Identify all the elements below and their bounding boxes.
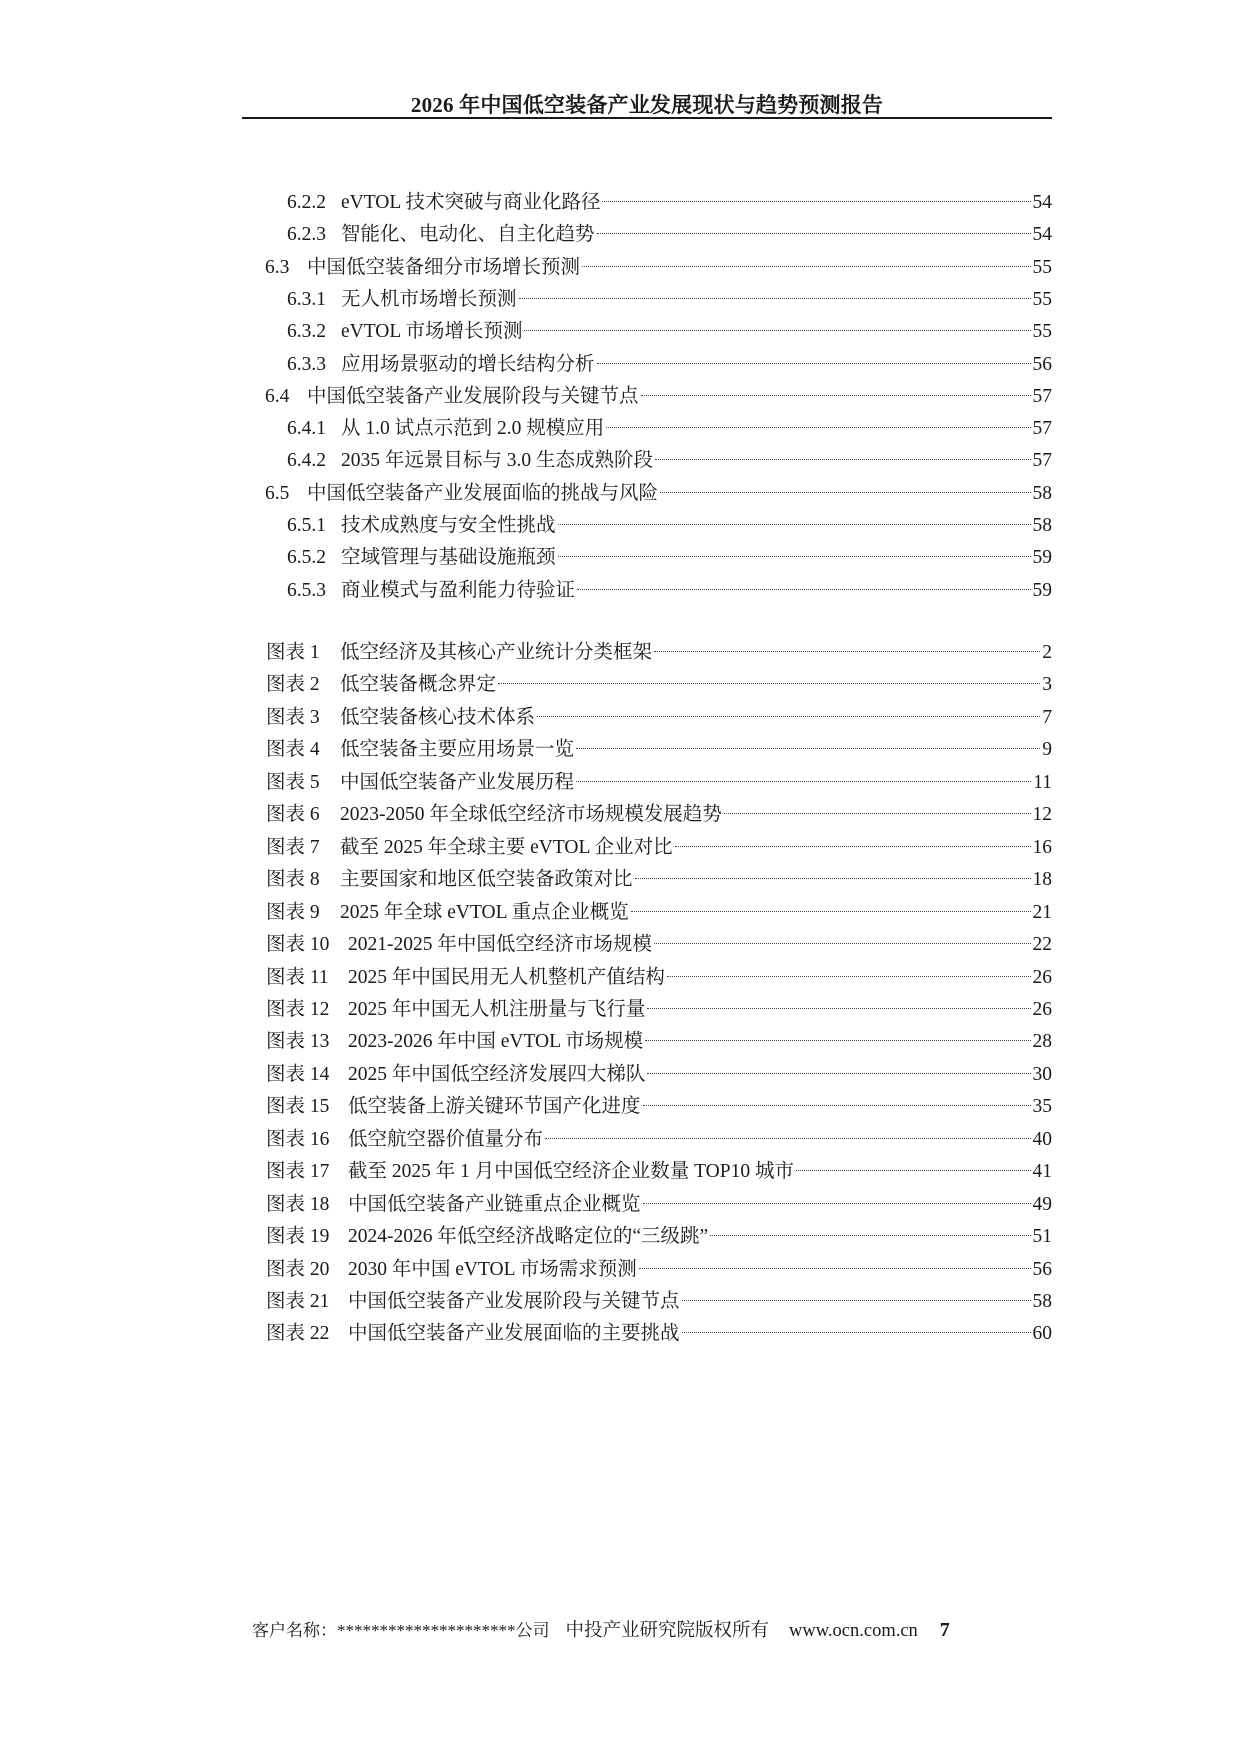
item-page-number: 54 (1032, 224, 1052, 246)
item-number: 图表 9 (266, 901, 320, 923)
footer-website: www.ocn.com.cn (789, 1621, 918, 1641)
dot-leader (606, 426, 1030, 428)
item-page-number: 58 (1032, 482, 1052, 504)
item-number: 6.2.3 (287, 224, 326, 246)
header-divider (242, 117, 1052, 119)
item-page-number: 16 (1032, 836, 1052, 858)
dot-leader (576, 747, 1040, 749)
figure-list-item[interactable] (266, 734, 1052, 766)
dot-leader (647, 1072, 1030, 1074)
dot-leader (558, 555, 1031, 557)
item-page-number: 2 (1042, 642, 1052, 663)
item-title: 中国低空装备产业链重点企业概览 (348, 1193, 641, 1215)
item-title: 低空装备核心技术体系 (340, 706, 536, 728)
dot-leader (655, 458, 1030, 460)
item-number: 图表 14 (266, 1063, 330, 1085)
item-number: 6.3.2 (287, 321, 326, 343)
item-title: 低空装备主要应用场景一览 (340, 739, 575, 761)
item-title: 中国低空装备产业发展阶段与关键节点 (307, 385, 639, 407)
toc-item[interactable] (287, 445, 1052, 477)
item-number: 图表 10 (266, 934, 330, 956)
item-title: 2021-2025 年中国低空经济市场规模 (348, 934, 652, 956)
dot-leader (597, 362, 1031, 364)
toc-item[interactable] (265, 381, 1052, 413)
item-title: 中国低空装备产业发展历程 (340, 771, 575, 793)
item-page-number: 18 (1032, 869, 1052, 891)
item-page-number: 56 (1032, 1258, 1052, 1280)
dot-leader (576, 780, 1031, 782)
item-title: 低空装备概念界定 (340, 674, 497, 696)
figure-list-item[interactable] (266, 669, 1052, 701)
item-page-number: 54 (1032, 192, 1052, 213)
item-number: 图表 20 (266, 1258, 330, 1280)
figure-list-item[interactable] (266, 1221, 1052, 1253)
item-number: 图表 22 (266, 1323, 330, 1345)
item-title: 应用场景驱动的增长结构分析 (341, 353, 595, 375)
dot-leader (654, 942, 1031, 944)
item-page-number: 30 (1032, 1063, 1052, 1085)
item-title: 中国低空装备细分市场增长预测 (307, 256, 581, 278)
item-page-number: 59 (1032, 579, 1052, 601)
figure-list-item[interactable] (266, 1091, 1052, 1123)
item-page-number: 11 (1033, 771, 1052, 793)
footer-copyright: 中投产业研究院版权所有 (565, 1621, 770, 1641)
item-number: 图表 3 (266, 706, 320, 728)
item-title: 低空航空器价值量分布 (348, 1128, 544, 1150)
item-title: 2035 年远景目标与 3.0 生态成熟阶段 (341, 450, 654, 472)
item-title: 2025 年中国低空经济发展四大梯队 (348, 1063, 646, 1085)
item-title: 空域管理与基础设施瓶颈 (341, 547, 556, 569)
dot-leader (558, 523, 1031, 525)
dot-leader (682, 1299, 1031, 1301)
item-number: 6.3.3 (287, 353, 326, 375)
item-page-number: 55 (1032, 256, 1052, 278)
item-number: 图表 6 (266, 804, 320, 826)
item-page-number: 55 (1032, 321, 1052, 343)
dot-leader (682, 1331, 1031, 1333)
dot-leader (635, 877, 1031, 879)
item-page-number: 35 (1032, 1096, 1052, 1118)
dot-leader (796, 1169, 1031, 1171)
toc-item[interactable] (287, 575, 1052, 607)
toc-item[interactable] (287, 413, 1052, 445)
dot-leader (524, 329, 1030, 331)
item-page-number: 58 (1032, 515, 1052, 536)
footer-client: 客户名称：*********************公司 (252, 1621, 550, 1640)
dot-leader (537, 715, 1040, 717)
item-page-number: 51 (1032, 1226, 1052, 1248)
item-page-number: 41 (1032, 1161, 1052, 1183)
item-number: 图表 1 (266, 642, 320, 663)
item-page-number: 9 (1042, 739, 1052, 761)
item-page-number: 7 (1042, 706, 1052, 728)
figure-list-item[interactable] (266, 1059, 1052, 1091)
item-number: 6.3 (265, 256, 290, 278)
item-page-number: 21 (1032, 901, 1052, 923)
item-page-number: 12 (1032, 804, 1052, 826)
dot-leader (602, 200, 1030, 202)
item-title: 智能化、电动化、自主化趋势 (341, 224, 595, 246)
item-page-number: 55 (1032, 288, 1052, 310)
item-number: 图表 11 (266, 966, 329, 988)
dot-leader (641, 394, 1031, 396)
item-title: 低空经济及其核心产业统计分类框架 (340, 642, 653, 663)
report-title: 2026 年中国低空装备产业发展现状与趋势预测报告 (410, 93, 884, 117)
item-number: 6.2.2 (287, 192, 326, 213)
dot-leader (577, 588, 1030, 590)
dot-leader (639, 1267, 1031, 1269)
toc-item[interactable] (265, 478, 1052, 510)
figure-list-item[interactable] (266, 767, 1052, 799)
item-title: 技术成熟度与安全性挑战 (341, 515, 556, 536)
toc-item[interactable] (287, 510, 1052, 542)
toc-item[interactable] (265, 252, 1052, 284)
item-number: 6.3.1 (287, 288, 326, 310)
item-page-number: 49 (1032, 1193, 1052, 1215)
item-number: 图表 18 (266, 1193, 330, 1215)
item-number: 图表 12 (266, 998, 330, 1020)
item-number: 6.5.2 (287, 547, 326, 569)
item-title: 截至 2025 年 1 月中国低空经济企业数量 TOP10 城市 (348, 1161, 794, 1183)
item-number: 6.5.1 (287, 515, 326, 536)
toc-item[interactable] (287, 187, 1052, 219)
item-page-number: 28 (1032, 1031, 1052, 1053)
dot-leader (675, 845, 1031, 847)
item-title: 低空装备上游关键环节国产化进度 (348, 1096, 641, 1118)
item-page-number: 58 (1032, 1291, 1052, 1312)
dot-leader (660, 491, 1030, 493)
item-number: 图表 5 (266, 771, 320, 793)
dot-leader (597, 232, 1031, 234)
dot-leader (582, 265, 1030, 267)
item-page-number: 60 (1032, 1323, 1052, 1345)
item-title: 中国低空装备产业发展阶段与关键节点 (348, 1291, 680, 1312)
item-title: 商业模式与盈利能力待验证 (341, 579, 576, 601)
item-number: 6.4.2 (287, 450, 326, 472)
item-number: 图表 7 (266, 836, 320, 858)
item-number: 图表 15 (266, 1096, 330, 1118)
figure-list-item[interactable] (266, 799, 1052, 831)
item-page-number: 59 (1032, 547, 1052, 569)
figure-list-item[interactable] (266, 897, 1052, 929)
item-title: 无人机市场增长预测 (341, 288, 517, 310)
item-title: 从 1.0 试点示范到 2.0 规模应用 (341, 418, 605, 440)
item-number: 图表 8 (266, 869, 320, 891)
toc-item[interactable] (287, 349, 1052, 381)
item-number: 图表 2 (266, 674, 320, 696)
item-title: 2025 年中国民用无人机整机产值结构 (348, 966, 665, 988)
item-number: 6.5.3 (287, 579, 326, 601)
figure-list-item[interactable] (266, 1318, 1052, 1350)
item-number: 图表 16 (266, 1128, 330, 1150)
item-title: 2025 年中国无人机注册量与飞行量 (348, 998, 646, 1020)
figure-list-item[interactable] (266, 1254, 1052, 1286)
figure-list-item[interactable] (266, 832, 1052, 864)
item-title: eVTOL 市场增长预测 (341, 321, 523, 343)
item-title: 主要国家和地区低空装备政策对比 (340, 869, 633, 891)
figure-list-item[interactable] (266, 1026, 1052, 1058)
dot-leader (710, 1234, 1030, 1236)
dot-leader (519, 297, 1031, 299)
item-number: 图表 4 (266, 739, 320, 761)
dot-leader (724, 812, 1031, 814)
dot-leader (645, 1039, 1030, 1041)
item-number: 图表 13 (266, 1031, 330, 1053)
dot-leader (667, 975, 1031, 977)
item-page-number: 57 (1032, 450, 1052, 472)
figure-list-item[interactable] (266, 637, 1052, 669)
item-page-number: 56 (1032, 353, 1052, 375)
item-title: 2030 年中国 eVTOL 市场需求预测 (348, 1258, 637, 1280)
dot-leader (643, 1202, 1031, 1204)
toc-item[interactable] (287, 316, 1052, 348)
dot-leader (654, 650, 1040, 652)
dot-leader (647, 1007, 1030, 1009)
figure-list-item[interactable] (266, 864, 1052, 896)
dot-leader (631, 910, 1031, 912)
toc-item[interactable] (287, 219, 1052, 251)
footer-page-number: 7 (939, 1619, 950, 1641)
item-number: 图表 19 (266, 1226, 330, 1248)
figure-list-item[interactable] (266, 1124, 1052, 1156)
item-title: 中国低空装备产业发展面临的主要挑战 (348, 1323, 680, 1345)
dot-leader (498, 682, 1040, 684)
page-footer (252, 1616, 1052, 1642)
item-title: 2025 年全球 eVTOL 重点企业概览 (340, 901, 629, 923)
item-number: 图表 17 (266, 1161, 330, 1183)
item-page-number: 22 (1032, 934, 1052, 956)
item-page-number: 26 (1032, 998, 1052, 1020)
item-number: 6.5 (265, 482, 290, 504)
toc-item[interactable] (287, 284, 1052, 316)
item-page-number: 40 (1032, 1128, 1052, 1150)
figure-list-item[interactable] (266, 962, 1052, 994)
item-page-number: 3 (1042, 674, 1052, 696)
item-title: 2023-2050 年全球低空经济市场规模发展趋势 (340, 804, 722, 826)
item-title: 2024-2026 年低空经济战略定位的“三级跳” (348, 1226, 709, 1248)
item-number: 图表 21 (266, 1291, 330, 1312)
item-title: 截至 2025 年全球主要 eVTOL 企业对比 (340, 836, 673, 858)
dot-leader (545, 1137, 1030, 1139)
figure-list-item[interactable] (266, 1286, 1052, 1318)
item-title: 中国低空装备产业发展面临的挑战与风险 (307, 482, 659, 504)
item-number: 6.4 (265, 385, 290, 407)
toc-item[interactable] (287, 542, 1052, 574)
dot-leader (643, 1104, 1031, 1106)
figure-list-item[interactable] (266, 702, 1052, 734)
figure-list-item[interactable] (266, 1189, 1052, 1221)
figure-list-item[interactable] (266, 994, 1052, 1026)
item-page-number: 26 (1032, 966, 1052, 988)
item-page-number: 57 (1032, 385, 1052, 407)
item-page-number: 57 (1032, 418, 1052, 440)
figure-list-item[interactable] (266, 1156, 1052, 1188)
item-number: 6.4.1 (287, 418, 326, 440)
figure-list-item[interactable] (266, 929, 1052, 961)
item-title: 2023-2026 年中国 eVTOL 市场规模 (348, 1031, 644, 1053)
item-title: eVTOL 技术突破与商业化路径 (341, 192, 601, 213)
